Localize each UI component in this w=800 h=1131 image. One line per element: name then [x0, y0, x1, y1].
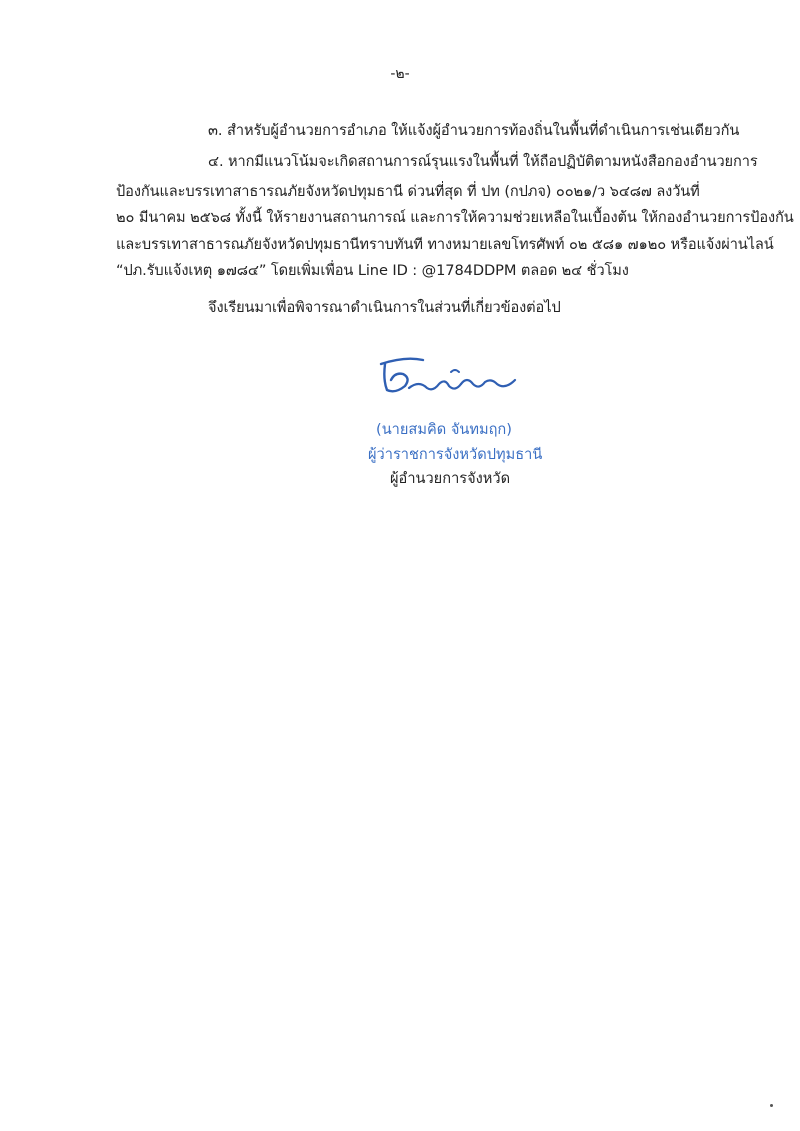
page-number: -๒- — [390, 66, 410, 82]
signatory-name: (นายสมคิด จันทมฤก) — [376, 421, 512, 438]
closing-sentence: จึงเรียนมาเพื่อพิจารณาดำเนินการในส่วนที่เกี่ยวข้องต่อไป — [208, 299, 561, 316]
paragraph-4-line-2: ป้องกันและบรรเทาสาธารณภัยจังหวัดปทุมธานี ด่วนที่สุด ที่ ปท (กปภจ) ๐๐๒๑/ว ๖๔๘๗ ลงวันที่ — [116, 183, 700, 200]
signatory-role: ผู้อำนวยการจังหวัด — [390, 470, 511, 487]
paragraph-4-line-4: และบรรเทาสาธารณภัยจังหวัดปทุมธานีทราบทันที ทางหมายเลขโทรศัพท์ ๐๒ ๕๘๑ ๗๑๒๐ หรือแจ้งผ่านไลน์ — [116, 236, 774, 253]
paragraph-3: ๓. สำหรับผู้อำนวยการอำเภอ ให้แจ้งผู้อำนวยการท้องถิ่นในพื้นที่ดำเนินการเช่นเดียวกัน — [208, 122, 740, 139]
signatory-title: ผู้ว่าราชการจังหวัดปทุมธานี — [368, 446, 543, 463]
scan-speck — [770, 1104, 773, 1107]
paragraph-4-line-3: ๒๐ มีนาคม ๒๕๖๘ ทั้งนี้ ให้รายงานสถานการณ์ และการให้ความช่วยเหลือในเบื้องต้น ให้กองอำนวยการป้องกัน — [116, 209, 794, 226]
paragraph-4-line-1: ๔. หากมีแนวโน้มจะเกิดสถานการณ์รุนแรงในพื้นที่ ให้ถือปฏิบัติตามหนังสือกองอำนวยการ — [208, 153, 758, 170]
paragraph-4-line-5: “ปภ.รับแจ้งเหตุ ๑๗๘๔” โดยเพิ่มเพื่อน Line ID : @1784DDPM ตลอด ๒๔ ชั่วโมง — [116, 262, 629, 279]
handwritten-signature — [375, 350, 525, 400]
